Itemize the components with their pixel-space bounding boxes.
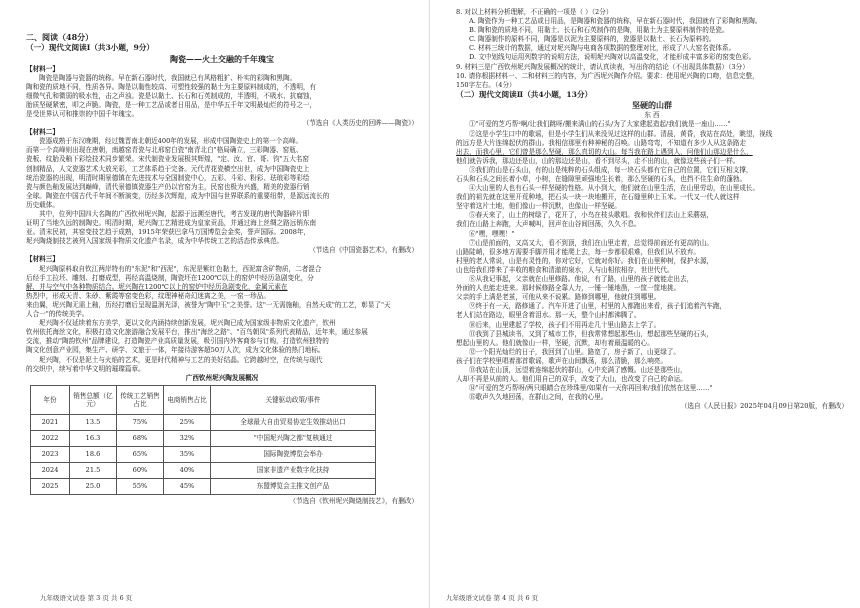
material-2-body bbox=[26, 137, 418, 246]
table-cell: 2022 bbox=[31, 430, 70, 446]
story-source: （选自《人民日报》2025年04月09日第20版，有删改） bbox=[680, 402, 848, 411]
text-line: 胎质坚硬紧密，叩之声脆。陶瓷，是一种工艺品或者日用品，是中华五千年文明最灿烂的符号之一， bbox=[26, 100, 317, 109]
text-line: ⑦山是前面的，又高又大，看不到顶，我们在山里走着，总觉得前面还有更高的山。 bbox=[469, 238, 713, 247]
table-cell: 东盟博览会主推文创产品 bbox=[211, 478, 376, 494]
header-traditional-share: 传统工艺销售占比 bbox=[117, 385, 164, 414]
text-line: ⑧从我记事起，父亲就在山里修路。他说，有了路，山里的孩子就能走出去， bbox=[469, 275, 694, 284]
text-line: 而第一个高峰则出现在唐朝，南越窑青瓷与北邢窑白瓷"南青北白"格局确立，三彩陶器、窑瓶、 bbox=[26, 146, 303, 155]
text-line: 人合一"的传统美学。 bbox=[26, 310, 89, 319]
option-c2: C. 材料三统计的数据，通过对坭兴陶与电商各项数据的整理对比，形成了八大窑名瓷体系。 bbox=[469, 44, 736, 53]
table-cell: 13.5 bbox=[70, 414, 117, 430]
page-footer: 九年级语文试卷 第 4 页 共 6 页 bbox=[446, 594, 539, 602]
text-line: 坭兴陶，不仅是泥土与火焰的艺术，更是时代精神与工艺的美好结晶。它跨越时空，在传统与现代 bbox=[39, 355, 323, 364]
text-line: 热烈中，形成天青、朱砂、紫霞等窑变色彩，纹理神秘奇幻迷离之美，一窑一珍品。 bbox=[26, 291, 270, 300]
text-line: 的交织中，续写着中华文明的璀璨篇章。 bbox=[26, 364, 145, 373]
text-line: ⑨终于有一天，路修通了。汽车开进了山里，村里的人都跑出来看，孩子们追着汽车跑， bbox=[469, 302, 727, 311]
text-line: 统治瓷器的出现，明清时期景德镇在先进技术与全国制瓷中心，五彩、斗彩、粉彩、珐琅彩等彩绘 bbox=[26, 173, 310, 182]
text-line: ⑭"可爱的芝巧帮呀/两只眼睛合在珍珠里/如果有一天你再回来/我们依然在这里……" bbox=[469, 384, 713, 393]
text-line: 人却不再是从前的人。他们用自己的双手，改变了大山，也改变了自己的命运。 bbox=[456, 375, 687, 384]
underlined-sentence: 解，并与空气中各种物质结合。坭兴陶在1200℃以上的窑炉中经历急剧变化，金属元素在 bbox=[26, 282, 288, 291]
table-row bbox=[31, 414, 376, 430]
story-title: 坚硬的山群 bbox=[632, 100, 672, 111]
material-2-source: （节选自《中国瓷器艺术》，有删改） bbox=[309, 246, 418, 255]
option-c: C. 陶器制作的原料不同，陶器是以泥为主要原料的，瓷器是以黏土、长石为原料的。 bbox=[469, 35, 716, 44]
table-row bbox=[31, 462, 376, 478]
story-body bbox=[456, 120, 848, 402]
table-cell: 2025 bbox=[31, 478, 70, 494]
section-heading: 二、阅读（48分） bbox=[26, 32, 94, 42]
material-1-body bbox=[26, 74, 418, 119]
table-cell: "中国坭兴陶之都"复核通过 bbox=[211, 430, 376, 446]
text-line: 外面的人也能走进来。那时候修路全靠人力，一锤一锤地凿，一筐一筐地挑。 bbox=[456, 284, 681, 293]
right-page bbox=[432, 0, 860, 608]
header-ecommerce-share: 电商销售占比 bbox=[164, 385, 211, 414]
text-line: 坚守着这片土地，他们像山一样沉默，也像山一样坚硬。 bbox=[456, 202, 621, 211]
option-b: B. 陶和瓷的质地不同，用黏土、长石和石英制作的是陶，用黏土为主要原料制作的是瓷。 bbox=[469, 26, 729, 35]
text-line: 坭兴陶不仅延续着东方美学，更以文化内涵持续创新发展，坭兴陶已成为国家级非物质文化遗产，钦州 bbox=[39, 319, 336, 328]
table-cell: 21.5 bbox=[70, 462, 117, 478]
text-line: 孩子们在学校里唱着那首歌谣，歌声在山间飘荡，那么清脆，那么响亮。 bbox=[456, 356, 667, 365]
text-line: 我们在山路上奔跑，大声喊叫，回声在山谷间回荡，久久不息。 bbox=[456, 220, 641, 229]
text-line: ⑮歌声久久地回荡，在群山之间，在我的心里。 bbox=[469, 393, 608, 402]
text-line: 瓷板、纹胎及釉下彩绘技术同步繁荣。宋代制瓷业发展极其辉煌，"定、汝、官、哥、钧"五大名窑 bbox=[26, 155, 310, 164]
text-line: 山路陡峭，很多地方需要手脚并用才能爬上去，每一步都很艰难，但我们从不放弃。 bbox=[456, 247, 700, 256]
table-cell: 32% bbox=[164, 430, 211, 446]
text-line: 历史载体。 bbox=[26, 200, 59, 209]
text-line: ③我们的山是石头山，有的山是纯粹的石头组成，每一块石头都有它自己的位置，它们互相支撑， bbox=[469, 165, 753, 174]
question-8 bbox=[456, 8, 848, 411]
header-policy: 关键驱动政策/事件 bbox=[211, 385, 376, 414]
header-sales: 销售总额（亿元） bbox=[70, 385, 117, 414]
subsection-heading: （一）现代文阅读Ⅰ（共3小题，9分） bbox=[26, 43, 155, 52]
question-9: 9. 材料三是广西钦州坭兴陶发展概况的统计，请认真读表，写出你的结论（不出现具体数据）（3分） bbox=[456, 62, 749, 71]
option-d: D. 文中划线句运用列数字的说明方法，说明坭兴陶对以高温变化，才能形成丰富多彩的窑变色彩。 bbox=[469, 53, 756, 62]
header-year: 年份 bbox=[31, 385, 70, 414]
text-line: 父亲的手上满是老茧，可他从来不说累。路修到哪里，他就住到哪里。 bbox=[456, 293, 661, 302]
underlined-sentence: 出去，而我心里，它们曾是那么坚硬，那么真切的大山。每当我在路上遇到人，问他们山那边是什么， bbox=[456, 147, 753, 156]
text-line: 老人们站在路边，眼里含着泪水。那一天，整个山村都沸腾了。 bbox=[456, 311, 641, 320]
table-cell: 18.6 bbox=[70, 446, 117, 462]
text-line: ②这是小学生口中的歌谣，但是小学生们从来没见过这样的山群。清晨，黄昏，我站在高处，眺望，视线 bbox=[469, 129, 773, 138]
table-cell: 25% bbox=[164, 414, 211, 430]
text-line: 后经手工拉坯、雕刻、打磨成型，再经高温烧制，陶瓷坯在1200℃以上的窑炉中经历急剧变化，分 bbox=[26, 273, 314, 282]
table-header-row bbox=[31, 385, 376, 414]
question-10: 10. 请你根据材料一、二和材料三的内容，为广西坭兴陶作介绍。要求：使用坭兴陶的口吻，信息完整， bbox=[456, 71, 759, 80]
table-cell: 65% bbox=[117, 446, 164, 462]
text-line: 钦州依托海丝文化，积极打造文化旅游融合发展平台，推出"海丝之路"、"百鸟朝凤"系列代表精品，近年来，通过参展 bbox=[26, 328, 368, 337]
text-line: ⑩后来，山里建起了学校，孩子们不用再走几十里山路去上学了。 bbox=[469, 320, 661, 329]
text-line: 山也给我们带来了丰收的粮食和清澈的泉水，人与山相依相存，世世代代。 bbox=[456, 265, 674, 274]
left-page bbox=[0, 0, 428, 608]
material-3-label: 【材料三】 bbox=[26, 255, 59, 264]
table-cell: 全球最大自由贸易协定生效推动出口 bbox=[211, 414, 376, 430]
table-row bbox=[31, 478, 376, 494]
text-line: 来由翼，坭兴陶无需上釉，历经打磨后呈现温润光泽，被誉为"陶中玉"之美誉。这"一无需施釉，自然天成"的工艺，彰显了"天 bbox=[26, 300, 391, 309]
text-line: 坭兴陶原料取自钦江两岸特有的"东泥"和"西泥"，东泥是紫红色黏土，西泥富含矿物质，二者混合 bbox=[39, 264, 322, 273]
story-author: 东 西 bbox=[644, 111, 660, 120]
text-line: 陶瓷是陶器与瓷器的统称。早在新石器时代，我国就已有风格粗犷、朴实的彩陶和黑陶。 bbox=[39, 73, 297, 82]
subsection-heading: （二）现代文阅读Ⅱ（共4小题，13分） bbox=[456, 89, 593, 99]
table-row bbox=[31, 430, 376, 446]
option-a: A. 陶瓷作为一种工艺品或日用品，是陶器和瓷器的统称，早在新石器时代，我国就有了彩陶和黑陶。 bbox=[469, 17, 762, 26]
table-cell: 2023 bbox=[31, 446, 70, 462]
text-line: 创制精品，人文瓷器艺术大放光彩，工艺体系趋于完备。元代青花瓷横空出世，成为中国陶瓷史上 bbox=[26, 164, 310, 173]
text-line: 陶和瓷的质地不同，性质各异。陶是以黏性较高、可塑性较强的黏土为主要原料制成的，不透明，有 bbox=[26, 82, 317, 91]
text-line: ⑬我站在山顶，远望着连绵起伏的群山，心中充满了感慨。山还是那些山， bbox=[469, 365, 687, 374]
text-line: 陶文化创意产业园，集生产、研学、文旅于一体，年接待游客超50万人次，成为文化体验的热门地标。 bbox=[26, 346, 325, 355]
text-line: 全球。陶瓷在中国古代千年间不断演变，历经多次辉煌，成为中国与世界联系的重要纽带，是源远流长的 bbox=[26, 191, 330, 200]
table-cell: 2024 bbox=[31, 462, 70, 478]
table-cell: 68% bbox=[117, 430, 164, 446]
table-cell: 国际陶瓷博览会举办 bbox=[211, 446, 376, 462]
article-title: 陶瓷——火土交融的千年瑰宝 bbox=[170, 53, 274, 64]
material-2-label: 【材料二】 bbox=[26, 128, 59, 137]
text-line: 瓷器成熟于东汉晚期，经过魏晋南北朝近400年的发展，形成中国陶瓷史上的第一个高峰。 bbox=[39, 137, 303, 146]
text-line: ⑤春天来了，山上的树绿了，花开了，小鸟在枝头歌唱。我和伙伴们去山上采蘑菇， bbox=[469, 211, 713, 220]
page-divider bbox=[429, 0, 430, 608]
question-10-cont: 150字左右。（4分） bbox=[456, 80, 516, 89]
text-line: 细微气孔和微弱的吸水性，击之声浊。瓷是以黏土、长石和石英制成的，半透明，不吸水、抗腐蚀， bbox=[26, 91, 317, 100]
development-table bbox=[30, 385, 376, 495]
table-cell: 75% bbox=[117, 414, 164, 430]
table-cell: 35% bbox=[164, 446, 211, 462]
text-line: ⑫一个阳光灿烂的日子，我回到了山里。路宽了，房子新了，山更绿了。 bbox=[469, 347, 680, 356]
table-cell: 国家非遗产业数字化扶持 bbox=[211, 462, 376, 478]
table-row bbox=[31, 446, 376, 462]
table-cell: 2021 bbox=[31, 414, 70, 430]
text-line: 瓷与颜色釉发展达到巅峰，清代景德镇瓷器生产仍以官窑为主，民窑也极为兴盛，精美的瓷器行销 bbox=[26, 182, 310, 191]
material-1-source: （节选自《人类历史的回眸——陶瓷》） bbox=[302, 119, 418, 128]
material-1-label: 【材料一】 bbox=[26, 64, 59, 73]
question-line: 8. 对以上材料分析理解，不正确的一项是（ ）（2分） bbox=[456, 8, 613, 16]
text-line: 石头和石头之间长着小草，小树，在缝隙里顽强地生长着，那么坚硬的石头，也挡不住生命的蓬勃。 bbox=[456, 175, 747, 183]
table-title: 广西钦州坭兴陶发展概况 bbox=[185, 373, 259, 382]
text-line: ④大山里的人也有石头一样坚硬的性格。从小到大，他们就在山里生活，在山里劳动，在山里成长。 bbox=[469, 184, 760, 193]
text-line: 其中，位列中国四大名陶的广西钦州坭兴陶，起源于远溯至唐代，考古发现的唐代陶器碎片即 bbox=[39, 210, 310, 218]
material-3-body bbox=[26, 265, 418, 374]
text-line: 村里的老人常说，山是有灵性的，你对它好，它就对你好。我们在山里种树，保护水源， bbox=[456, 256, 714, 265]
text-line: 交流，推动"陶韵钦州"品牌建设，打造陶瓷产业高质量发展，吸引国内外客商参与订购，打造钦州独特的 bbox=[26, 337, 329, 346]
material-3-source: （节选自《钦州坭兴陶烧制技艺》，有删改） bbox=[289, 496, 418, 505]
text-line: ①"可爱的芝巧帮²啊/让我们跳呀/搬来满山的石头/为了大家建起造起/我们就是一座山……" bbox=[469, 120, 731, 129]
text-line: 我们的祖先就在这里开荒种地，把石头一块一块地搬开，在石缝里种上玉米。一代又一代人就这样 bbox=[456, 193, 740, 202]
text-line: 想起山里的人。他们就像山一样，坚硬，沉默，却有着最温暖的心。 bbox=[456, 338, 654, 347]
table-cell: 55% bbox=[117, 478, 164, 494]
text-line: ⑪我到了县城读书，又到了城市工作，但我常常想起那些山，想起那些坚硬的石头， bbox=[469, 329, 713, 338]
table-cell: 40% bbox=[164, 462, 211, 478]
page-footer: 九年级语文试卷 第 3 页 共 6 页 bbox=[40, 594, 133, 602]
text-line: 是受世界认可和推崇的中国千年瑰宝。 bbox=[26, 109, 139, 118]
text-line: ⑥"嘿，嘿嘿！" bbox=[469, 229, 515, 238]
text-line: 他们就告诉我，那边还是山，山的那边还是山，看不到尽头，走不出的山，就像这些孩子们一样。 bbox=[456, 156, 740, 165]
table-cell: 25.0 bbox=[70, 478, 117, 494]
table-cell: 45% bbox=[164, 478, 211, 494]
text-line: 证明了当地久远的制陶史。明清时期，坭兴陶工艺精进成为皇家贡品，并通过海上丝绸之路远销东南 bbox=[26, 219, 317, 228]
text-line: 的远方是大片连绵起伏的群山。我相信那里有种神秘的召唤。山路弯弯，不知道有多少人从这条路走 bbox=[456, 138, 747, 147]
text-line: 亚。清末民初，其窑变技艺趋于成熟，1915年荣获巴拿马万国博览会金奖，誉声国际。2008年， bbox=[26, 228, 311, 237]
text-line: 坭兴陶烧制技艺被列入国家级非物质文化遗产名录，成为中华传统工艺的活态传承典范。 bbox=[26, 237, 284, 246]
table-cell: 16.3 bbox=[70, 430, 117, 446]
table-cell: 60% bbox=[117, 462, 164, 478]
